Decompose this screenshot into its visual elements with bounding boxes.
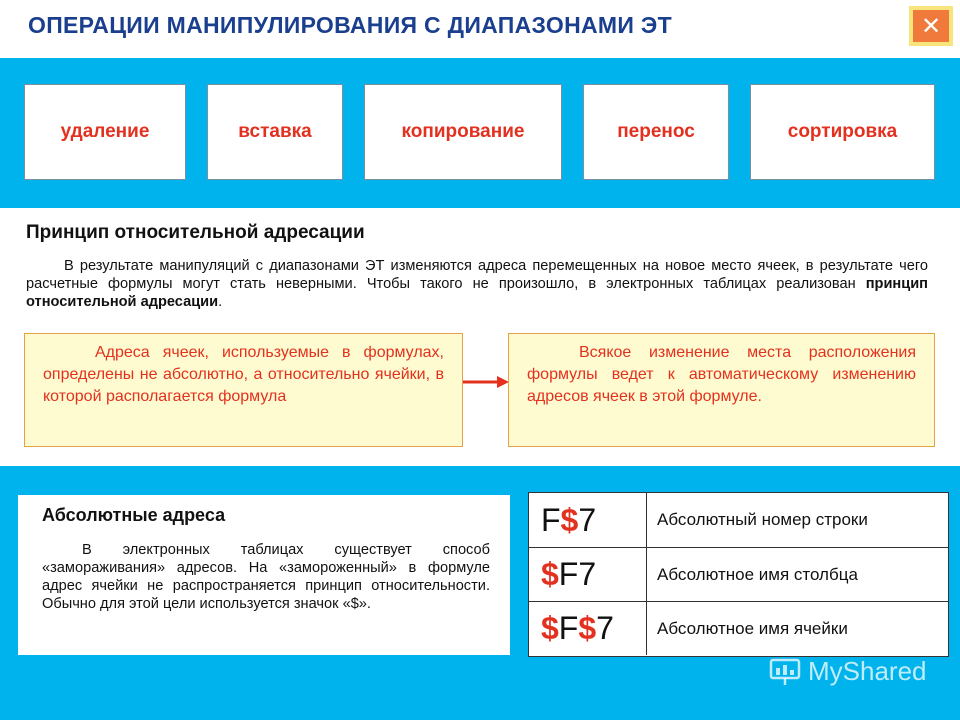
code-dollar: $: [560, 501, 579, 538]
table-row: [529, 493, 948, 547]
code-dollar: $: [541, 556, 559, 592]
code-row: 7: [596, 610, 614, 646]
code-dollar: $: [541, 610, 559, 646]
operation-delete-button[interactable]: удаление: [24, 84, 186, 180]
absolute-addresses-box: [18, 495, 510, 655]
code-dollar: $: [578, 610, 597, 646]
table-row: [529, 601, 948, 655]
arrow-right-icon: [463, 375, 509, 389]
operation-copy-button[interactable]: копирование: [364, 84, 562, 180]
address-code: [529, 548, 647, 601]
code-column: F: [541, 501, 561, 538]
address-description: Абсолютный номер строки: [657, 510, 868, 529]
presentation-icon: [768, 654, 802, 688]
watermark: [768, 654, 927, 688]
absolute-addresses-title: Абсолютные адреса: [42, 505, 226, 525]
code-row: 7: [578, 556, 597, 592]
address-description: Абсолютное имя столбца: [657, 564, 858, 584]
operation-sort-button[interactable]: сортировка: [750, 84, 935, 180]
close-button[interactable]: [909, 6, 953, 46]
relative-paragraph-bold: принцип относительной адресации: [26, 276, 928, 310]
code-column: F: [558, 556, 579, 592]
watermark-text: MyShared: [808, 655, 927, 686]
relative-addressing-title: Принцип относительной адресации: [26, 222, 365, 243]
absolute-address-table: [528, 492, 949, 657]
operation-move-button[interactable]: перенос: [583, 84, 729, 180]
relative-note-left: Адреса ячеек, используемые в формулах, определены не абсолютно, а относительно ячейки, в которой располагается формула: [24, 333, 463, 447]
table-row: [529, 547, 948, 601]
code-row: 7: [578, 501, 597, 538]
address-code: [529, 602, 647, 655]
relative-paragraph-text: В результате манипуляций с диапазонами ЭТ изменяются адреса перемещенных на новое место ячеек, в результате чего расчетные формулы могут стать неверными. Чтобы такого не произошло, в электронных таблицах реализован: [26, 258, 928, 292]
relative-addressing-paragraph: [26, 257, 928, 311]
relative-note-right: Всякое изменение места расположения формулы ведет к автоматическому изменению адресов ячеек в этой формуле.: [508, 333, 935, 447]
page-title: ОПЕРАЦИИ МАНИПУЛИРОВАНИЯ С ДИАПАЗОНАМИ ЭТ: [28, 12, 672, 38]
absolute-addresses-paragraph: В электронных таблицах существует способ «замораживания» адресов. На «замороженный» в формуле адрес ячейки не распространяется принцип относительности. Обычно для этой цели используется значок «$».: [42, 542, 490, 612]
code-column: F: [558, 610, 579, 646]
operation-insert-button[interactable]: вставка: [207, 84, 343, 180]
address-code: [529, 493, 647, 547]
close-icon[interactable]: ✕: [913, 10, 949, 42]
relative-paragraph-end: .: [218, 294, 223, 310]
address-description: Абсолютное имя ячейки: [657, 618, 848, 638]
